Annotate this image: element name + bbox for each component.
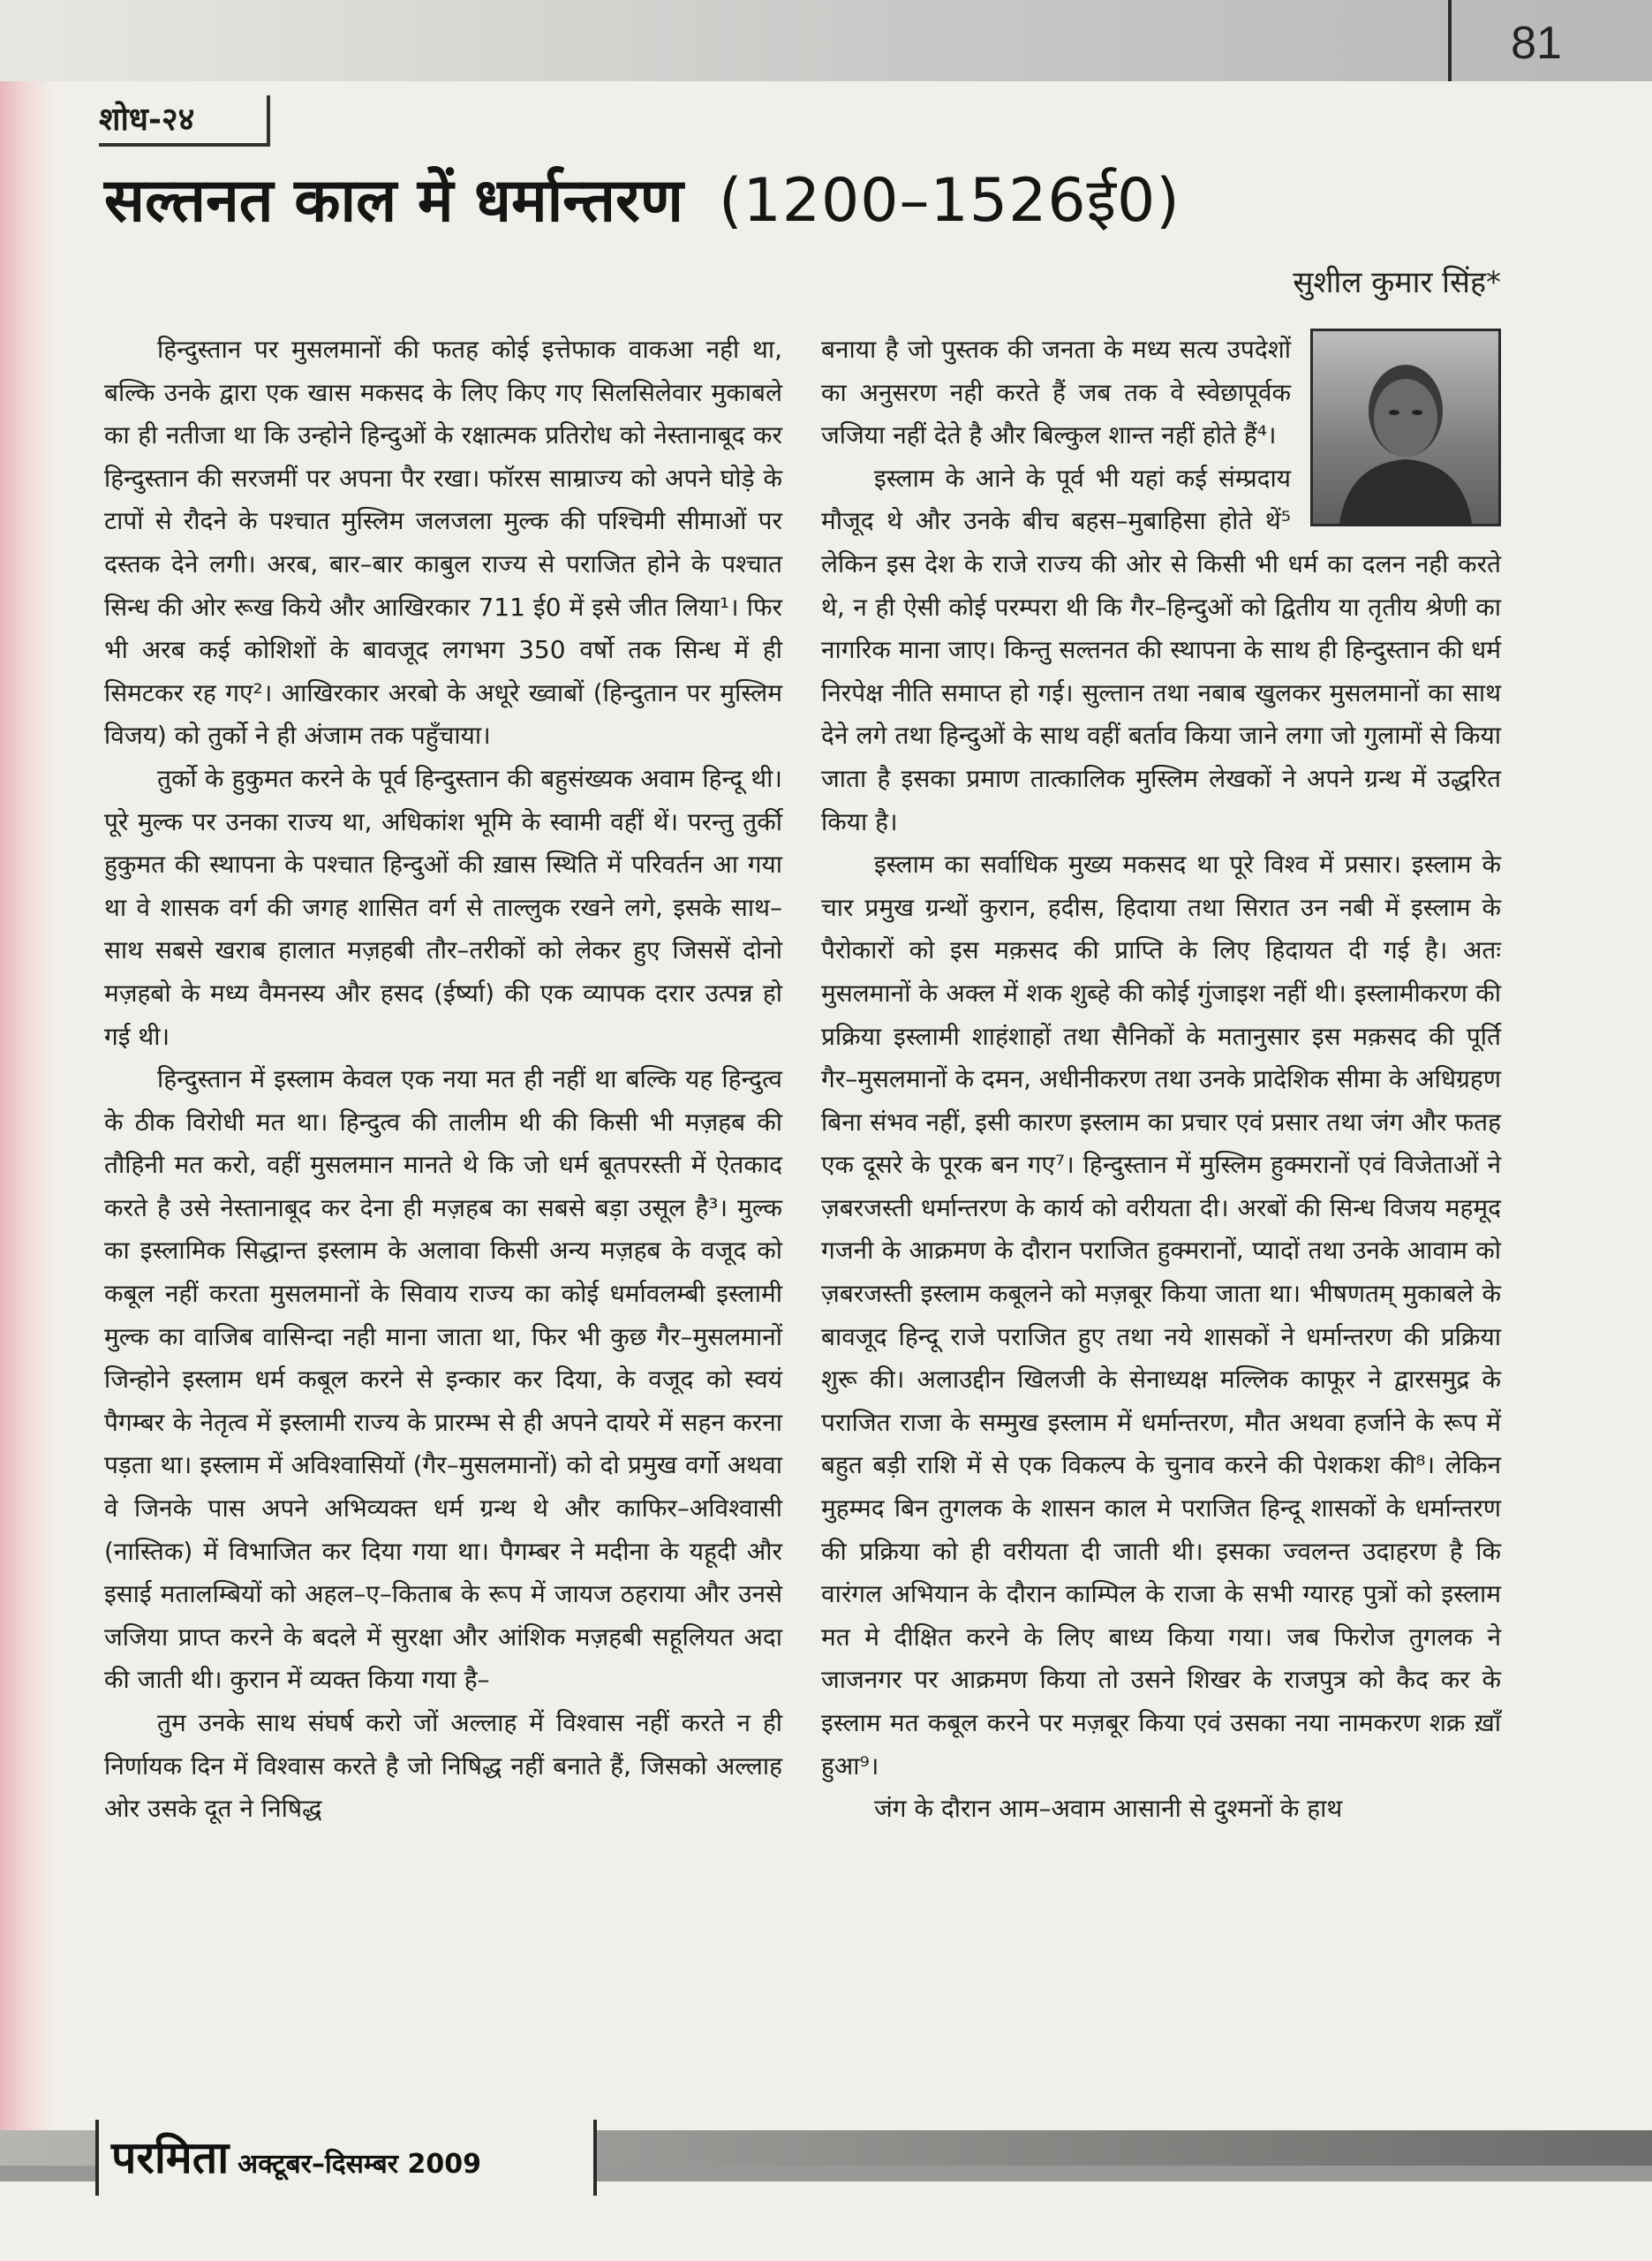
paragraph: हिन्दुस्तान में इस्लाम केवल एक नया मत ही नहीं था बल्कि यह हिन्दुत्व के ठीक विरोधी मत था। हिन्दुत्व की तालीम थी की किसी भी मज़हब की तौहिनी मत करो, वहीं मुसलमान मानते थे कि जो धर्म बूतपरस्ती में ऐतकाद करते है उसे नेस्तानाबूद कर देना ही मज़हब का सबसे बड़ा उसूल है³। मुल्क का इस्लामिक सिद्धान्त इस्लाम के अलावा किसी अन्य मज़हब के वजूद को कबूल नहीं करता मुसलमानों के सिवाय राज्य का कोई धर्मावलम्बी इस्लामी मुल्क का वाजिब वासिन्दा नही माना जाता था, फिर भी कुछ गैर–मुसलमानों जिन्होने इस्लाम धर्म कबूल करने से इन्कार कर दिया, के वजूद को स्वयं पैगम्बर के नेतृत्व में इस्लामी राज्य के प्रारम्भ से ही अपने दायरे में सहन करना पड़ता था। इस्लाम में अविश्वासियों (गैर–मुसलमानों) को दो प्रमुख वर्गो अथवा वे जिनके पास अपने अभिव्यक्त धर्म ग्रन्थ थे और काफिर–अविश्वासी (नास्तिक) में विभाजित कर दिया गया था। पैगम्बर ने मदीना के यहूदी और इसाई मतालम्बियों को अहल–ए–किताब के रूप में जायज ठहराया और उनसे जजिया प्राप्त करने के बदले में सुरक्षा और आंशिक मज़हबी सहूलियत अदा की जाती थी। कुरान में व्यक्त किया गया है– [104, 1064, 782, 1695]
author-name: सुशील कुमार सिंह* [1293, 265, 1501, 300]
left-edge-tint [0, 81, 53, 2130]
magazine-name: परमिता [111, 2132, 230, 2183]
paragraph: इस्लाम के आने के पूर्व भी यहां कई संम्प्रदाय मौजूद थे और उनके बीच बहस–मुबाहिसा होते थें⁵ लेकिन इस देश के राजे राज्य की ओर से किसी भी धर्म का दलन नही करते थे, न ही ऐसी कोई परम्परा थी कि गैर–हिन्दुओं को द्वितीय या तृतीय श्रेणी का नागरिक माना जाए। किन्तु सल्तनत की स्थापना के साथ ही हिन्दुस्तान की धर्म निरपेक्ष नीति समाप्त हो गई। सुल्तान तथा नबाब खुलकर मुसलमानों का साथ देने लगे तथा हिन्दुओं के साथ वहीं बर्ताव किया जाने लगा जो गुलामों से किया जाता है इसका प्रमाण तात्कालिक मुस्लिम लेखकों ने अपने ग्रन्थ में उद्धरित किया है। [821, 463, 1501, 836]
author-portrait-icon [1313, 331, 1498, 524]
footer-masthead [95, 2120, 597, 2196]
author-photo [1310, 329, 1501, 526]
article-title-main: सल्तनत काल में धर्मान्तरण [104, 166, 683, 236]
article-title-years: (1200–1526ई0) [718, 166, 1181, 236]
right-column [821, 329, 1501, 1831]
top-header-band [0, 0, 1652, 81]
paragraph: बनाया है जो पुस्तक की जनता के मध्य सत्य उपदेशों का अनुसरण नही करते हैं जब तक वे स्वेछापूर्वक जजिया नहीं देते है और बिल्कुल शान्त नहीं होते हैं⁴। [821, 335, 1291, 450]
page-number-divider [1448, 0, 1452, 81]
paragraph: तुर्को के हुकुमत करने के पूर्व हिन्दुस्तान की बहुसंख्यक अवाम हिन्दू थी। पूरे मुल्क पर उनका राज्य था, अधिकांश भूमि के स्वामी वहीं थें। परन्तु तुर्की हुकुमत की स्थापना के पश्चात हिन्दुओं की ख़ास स्थिति में परिवर्तन आ गया था वे शासक वर्ग की जगह शासित वर्ग से ताल्लुक रखने लगे, इसके साथ–साथ सबसे खराब हालात मज़हबी तौर–तरीकों को लेकर हुए जिससें दोनो मज़हबो के मध्य वैमनस्य और हसद (ईर्ष्या) की एक व्यापक दरार उत्पन्न हो गई थी। [104, 763, 782, 1051]
paragraph: इस्लाम का सर्वाधिक मुख्य मकसद था पूरे विश्व में प्रसार। इस्लाम के चार प्रमुख ग्रन्थों कुरान, हदीस, हिदाया तथा सिरात उन नबी में इस्लाम के पैरोकारों को इस मक़सद की प्राप्ति के लिए हिदायत दी गई है। अतः मुसलमानों के अक्ल में शक शुब्हे की कोई गुंजाइश नहीं थी। इस्लामीकरण की प्रक्रिया इस्लामी शाहंशाहों तथा सैनिकों के मतानुसार इस मक़सद की पूर्ति गैर–मुसलमानों के दमन, अधीनीकरण तथा उनके प्रादेशिक सीमा के अधिग्रहण बिना संभव नहीं, इसी कारण इस्लाम का प्रचार एवं प्रसार तथा जंग और फतह एक दूसरे के पूरक बन गए⁷। हिन्दुस्तान में मुस्लिम हुक्मरानों एवं विजेताओं ने ज़बरजस्ती धर्मान्तरण के कार्य को वरीयता दी। अरबों की सिन्ध विजय महमूद गजनी के आक्रमण के दौरान पराजित हुक्मरानों, प्यादों तथा उनके आवाम को ज़बरजस्ती इस्लाम कबूलने को मज़बूर किया जाता था। भीषणतम् मुकाबले के बावजूद हिन्दू राजे पराजित हुए तथा नये शासकों ने धर्मान्तरण की प्रक्रिया शुरू की। अलाउद्दीन खिलजी के सेनाध्यक्ष मल्लिक काफूर ने द्वारसमुद्र के पराजित राजा के सम्मुख इस्लाम में धर्मान्तरण, मौत अथवा हर्जाने के रूप में बहुत बड़ी राशि में से एक विकल्प के चुनाव करने की पेशकश की⁸। लेकिन मुहम्मद बिन तुगलक के शासन काल मे पराजित हिन्दू शासकों के धर्मान्तरण की प्रक्रिया को ही वरीयता दी जाती थी। इसका ज्वलन्त उदाहरण है कि वारंगल अभियान के दौरान काम्पिल के राजा के सभी ग्यारह पुत्रों को इस्लाम मत मे दीक्षित करने के लिए बाध्य किया गया। जब फिरोज तुगलक ने जाजनगर पर आक्रमण किया तो उसने शिखर के राजपुत्र को कैद कर के इस्लाम मत कबूल करने पर मज़बूर किया एवं उसका नया नामकरण शक्र ख़ाँ हुआ⁹। [821, 850, 1501, 1781]
page-number: 81 [1511, 18, 1562, 69]
issue-date: अक्टूबर–दिसम्बर 2009 [238, 2149, 482, 2180]
left-column [104, 329, 782, 1831]
paragraph: जंग के दौरान आम–अवाम आसानी से दुश्मनों के हाथ [874, 1794, 1343, 1824]
section-tag: शोध-२४ [99, 95, 270, 147]
paragraph: हिन्दुस्तान पर मुसलमानों की फतह कोई इत्तेफाक वाकआ नही था, बल्कि उनके द्वारा एक खास मकसद के लिए किए गए सिलसिलेवार मुकाबले का ही नतीजा था कि उन्होने हिन्दुओं के रक्षात्मक प्रतिरोध को नेस्तानाबूद कर हिन्दुस्तान की सरजमीं पर अपना पैर रखा। फॉरस साम्राज्य को अपने घोड़े के टापों से रौदने के पश्चात मुस्लिम जलजला मुल्क की पश्चिमी सीमाओं पर दस्तक देने लगी। अरब, बार–बार काबुल राज्य से पराजित होने के पश्चात सिन्ध की ओर रूख किये और आखिरकार 711 ई0 में इसे जीत लिया¹। फिर भी अरब कई कोशिशों के बावजूद लगभग 350 वर्षो तक सिन्ध में ही सिमटकर रह गए²। आखिरकार अरबो के अधूरे ख्वाबों (हिन्दुतान पर मुस्लिम विजय) को तुर्को ने ही अंजाम तक पहुँचाया। [104, 335, 782, 751]
article-title [104, 157, 1517, 246]
paragraph: तुम उनके साथ संघर्ष करो जों अल्लाह में विश्वास नहीं करते न ही निर्णायक दिन में विश्वास करते है जो निषिद्ध नहीं बनाते हैं, जिसको अल्लाह ओर उसके दूत ने निषिद्ध [104, 1708, 782, 1824]
